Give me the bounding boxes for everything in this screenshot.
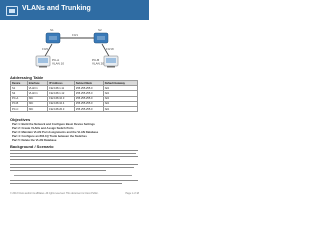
cell-device: PC-A (11, 96, 28, 101)
cell-device: S1 (11, 86, 28, 91)
paragraph-line (10, 167, 134, 168)
pc-a-icon (36, 56, 50, 68)
switch-s2-icon (94, 33, 108, 43)
paragraph-line (10, 156, 138, 157)
switch-s2-label: S2 (98, 28, 102, 32)
paragraph-line (10, 183, 122, 184)
pc-b-vlan-label: VLAN 20 (92, 61, 105, 66)
cell-default-gateway: N/A (103, 96, 137, 101)
cell-subnet-mask: 255.255.255.0 (74, 96, 103, 101)
header-interface: Interface (27, 81, 47, 86)
pc-a-vlan-label: VLAN 10 (52, 61, 65, 66)
cell-interface: NIC (27, 96, 47, 101)
header-subnet-mask: Subnet Mask (74, 81, 103, 86)
paragraph-line (10, 180, 138, 181)
objective-item: Part 1: Build the Network and Configure Basic Device Settings (12, 122, 95, 126)
addressing-table-heading: Addressing Table (10, 75, 44, 80)
paragraph-line (10, 170, 106, 171)
cell-default-gateway: N/A (103, 106, 137, 111)
objective-item: Part 2: Create VLANs and Assign Switch Ports (12, 126, 74, 130)
cell-interface: VLAN 1 (27, 86, 47, 91)
trunk-port-label: F0/1 (72, 33, 79, 37)
document-page (0, 0, 149, 198)
objective-item: Part 4: Configure an 802.1Q Trunk between the Switches (12, 134, 87, 138)
cell-device: PC-B (11, 101, 28, 106)
cell-interface: NIC (27, 106, 47, 111)
cisco-logo-icon (6, 6, 18, 16)
addressing-table (10, 80, 138, 112)
pc-b-label: PC-B (92, 58, 100, 62)
objective-item: Part 5: Delete the VLAN Database (12, 138, 57, 142)
port-left-label: F0/6 (42, 47, 49, 51)
cell-interface: NIC (27, 101, 47, 106)
objective-item: Part 3: Maintain VLAN Port Assignments and the VLAN Database (12, 130, 99, 134)
document-title: VLANs and Trunking (22, 5, 91, 12)
pc-a-label: PC-A (52, 58, 60, 62)
cell-device: PC-C (11, 106, 28, 111)
topology-diagram (22, 22, 132, 72)
cell-subnet-mask: 255.255.255.0 (74, 86, 103, 91)
cell-ip-address: 192.168.1.11 (48, 86, 75, 91)
header-device: Device (11, 81, 28, 86)
paragraph-line (10, 159, 120, 160)
footer-copyright: © 2013 Cisco and/or its affiliates. All rights reserved. This document is Cisco Public. (10, 192, 99, 195)
header-band (0, 0, 149, 20)
background-heading: Background / Scenario (10, 144, 54, 149)
paragraph-line (10, 164, 138, 165)
header-ip-address: IP Address (48, 81, 75, 86)
cell-device: S2 (11, 91, 28, 96)
footer-page-number: Page 1 of 18 (125, 192, 139, 195)
cell-default-gateway: N/A (103, 101, 137, 106)
cell-subnet-mask: 255.255.255.0 (74, 91, 103, 96)
cell-ip-address: 192.168.10.3 (48, 96, 75, 101)
table-row (11, 106, 138, 111)
paragraph-line (10, 153, 136, 154)
port-right-label: F0/18 (106, 47, 114, 51)
note-line (14, 175, 132, 176)
switch-s1-label: S1 (50, 28, 54, 32)
cell-interface: VLAN 1 (27, 91, 47, 96)
cell-default-gateway: N/A (103, 86, 137, 91)
cell-ip-address: 192.168.10.4 (48, 101, 75, 106)
cell-subnet-mask: 255.255.255.0 (74, 106, 103, 111)
objectives-list (12, 122, 98, 142)
header-default-gateway: Default Gateway (103, 81, 137, 86)
switch-s1-icon (46, 33, 60, 43)
pc-b-icon (104, 56, 118, 68)
paragraph-line (10, 150, 138, 151)
cell-ip-address: 192.168.1.12 (48, 91, 75, 96)
objectives-heading: Objectives (10, 117, 31, 122)
cell-ip-address: 192.168.20.3 (48, 106, 75, 111)
cell-default-gateway: N/A (103, 91, 137, 96)
cell-subnet-mask: 255.255.255.0 (74, 101, 103, 106)
